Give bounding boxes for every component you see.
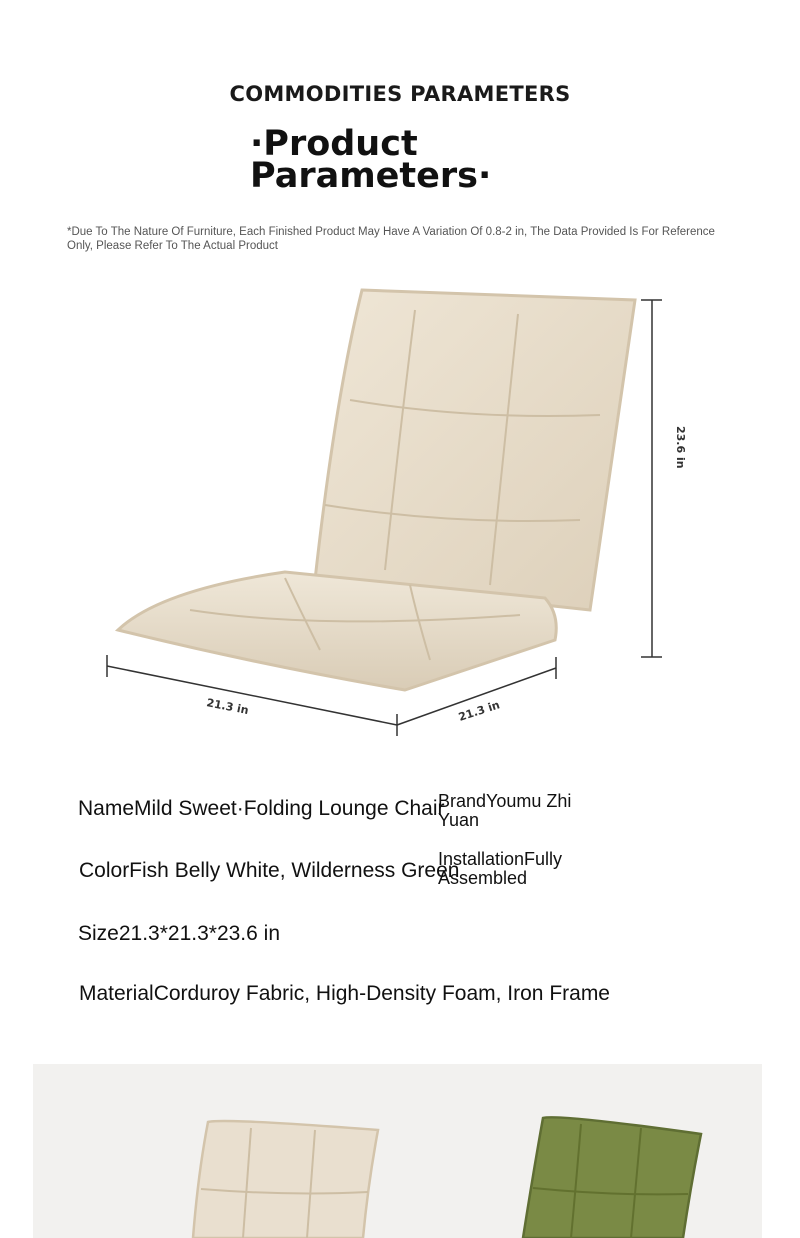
subtitle-line-2: Parameters· xyxy=(250,156,492,196)
color-variants-preview xyxy=(33,1064,762,1238)
chair-dimension-illustration xyxy=(100,280,700,750)
subtitle-line-1: ·Product xyxy=(250,124,418,164)
color-variants-image xyxy=(33,1064,762,1238)
green-chair xyxy=(523,1117,701,1238)
disclaimer-note: *Due To The Nature Of Furniture, Each Finished Product May Have A Variation Of 0.8-2 in, The Data Provided Is For Reference Only, Please Refer To The Actual Product xyxy=(67,226,715,252)
param-size: Size21.3*21.3*23.6 in xyxy=(78,922,280,945)
width-dimension-label: 21.3 in xyxy=(205,696,250,718)
section-heading: COMMODITIES PARAMETERS xyxy=(229,82,571,106)
param-name: NameMild Sweet·Folding Lounge Chair xyxy=(78,797,445,820)
section-subtitle xyxy=(250,124,492,196)
param-material: MaterialCorduroy Fabric, High-Density Foam, Iron Frame xyxy=(79,982,610,1005)
depth-dimension-label: 21.3 in xyxy=(456,698,502,724)
param-installation: InstallationFully Assembled xyxy=(438,849,563,888)
beige-chair xyxy=(193,1121,378,1238)
chair-backrest xyxy=(315,290,635,610)
height-dimension-label: 23.6 in xyxy=(674,426,687,469)
height-dimension xyxy=(641,300,687,657)
param-brand: BrandYoumu Zhi Yuan xyxy=(438,791,572,830)
param-color: ColorFish Belly White, Wilderness Green xyxy=(79,859,460,882)
